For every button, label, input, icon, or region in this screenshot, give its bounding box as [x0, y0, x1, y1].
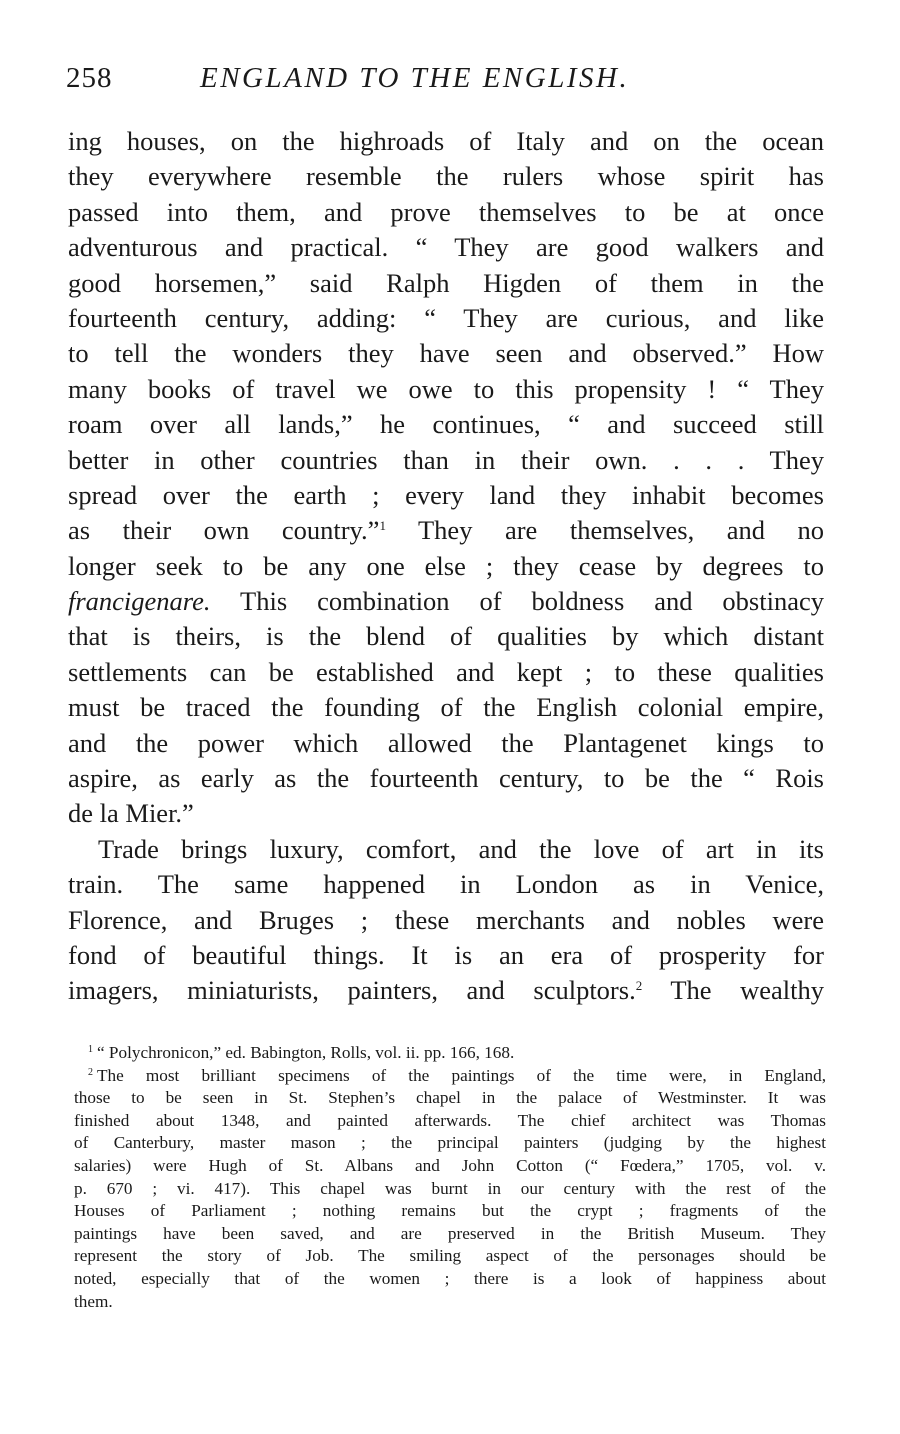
text-segment: The wealthy — [670, 975, 824, 1006]
footnote-line: them. — [74, 1291, 113, 1311]
footnote-2-first-line — [74, 1065, 826, 1088]
text-line: they everywhere resemble the rulers whose spirit has — [68, 161, 824, 192]
text-line: fourteenth century, adding: “ They are curious, and like — [68, 302, 824, 333]
footnote-line: Houses of Parliament ; nothing remains but the crypt ; fragments of the — [74, 1201, 826, 1221]
text-line: spread over the earth ; every land they inhabit becomes — [68, 479, 824, 510]
text-line: and the power which allowed the Plantagenet kings to — [68, 727, 824, 758]
text-line: longer seek to be any one else ; they cease by degrees to — [68, 550, 824, 581]
footnote-line: represent the story of Job. The smiling aspect of the personages should be — [74, 1246, 826, 1266]
page-number: 258 — [66, 62, 113, 94]
footnote-line: of Canterbury, master mason ; the principal painters (judging by the highest — [74, 1133, 826, 1153]
text-line: many books of travel we owe to this propensity ! “ They — [68, 373, 824, 404]
text-line: to tell the wonders they have seen and observed.” How — [68, 338, 824, 369]
text-line: passed into them, and prove themselves to be at once — [68, 196, 824, 227]
footnote-line: finished about 1348, and painted afterwards. The chief architect was Thomas — [74, 1110, 826, 1130]
running-head — [66, 62, 826, 102]
text-line-with-footnote-ref — [68, 973, 824, 1008]
footnote-line: paintings have been saved, and are preserved in the British Museum. They — [74, 1223, 826, 1243]
paragraph-start-line: Trade brings luxury, comfort, and the love of art in its — [98, 833, 824, 864]
text-line: adventurous and practical. “ They are good walkers and — [68, 232, 824, 263]
footnote-line: p. 670 ; vi. 417). This chapel was burnt in our century with the rest of the — [74, 1178, 826, 1198]
paragraph-end-line: de la Mier.” — [68, 798, 194, 829]
text-segment: This combination of boldness and obstinacy — [240, 586, 824, 617]
text-line-with-footnote-ref — [68, 513, 824, 548]
text-line: must be traced the founding of the English colonial empire, — [68, 692, 824, 723]
text-line: that is theirs, is the blend of qualities by which distant — [68, 621, 824, 652]
text-line: fond of beautiful things. It is an era of prosperity for — [68, 939, 824, 970]
footnote-1 — [74, 1042, 826, 1065]
footnote-text: The most brilliant specimens of the paintings of the time were, in England, — [97, 1065, 826, 1085]
text-line: good horsemen,” said Ralph Higden of them in the — [68, 267, 824, 298]
text-line: settlements can be established and kept ; to these qualities — [68, 656, 824, 687]
footnote-mark-2: 2 — [88, 1066, 93, 1078]
footnote-mark-1: 1 — [88, 1044, 93, 1055]
text-line: aspire, as early as the fourteenth century, to be the “ Rois — [68, 763, 824, 794]
text-segment: imagers, miniaturists, painters, and sculptors. — [68, 975, 636, 1006]
footnote-text: “ Polychronicon,” ed. Babington, Rolls, vol. ii. pp. 166, 168. — [97, 1043, 515, 1062]
footnote-ref-1: 1 — [379, 518, 386, 534]
footnote-ref-2: 2 — [635, 978, 643, 994]
body-text — [68, 124, 824, 1009]
footnote-line: salaries) were Hugh of St. Albans and John Cotton (“ Fœdera,” 1705, vol. v. — [74, 1155, 826, 1175]
text-line-with-italic — [68, 584, 824, 619]
running-title: ENGLAND TO THE ENGLISH. — [200, 62, 630, 94]
text-segment: as their own country.” — [68, 515, 380, 546]
text-line: Florence, and Bruges ; these merchants and nobles were — [68, 904, 824, 935]
italic-word: francigenare. — [68, 586, 211, 617]
text-segment: They are themselves, and no — [418, 515, 825, 546]
footnote-line: those to be seen in St. Stephen’s chapel in the palace of Westminster. It was — [74, 1088, 826, 1108]
text-line: roam over all lands,” he continues, “ and succeed still — [68, 409, 824, 440]
text-line: better in other countries than in their own. . . . They — [68, 444, 824, 475]
footnote-line: noted, especially that of the women ; there is a look of happiness about — [74, 1268, 826, 1288]
footnotes — [74, 1042, 826, 1313]
text-line: ing houses, on the highroads of Italy and on the ocean — [68, 126, 824, 156]
text-line: train. The same happened in London as in Venice, — [68, 869, 824, 900]
